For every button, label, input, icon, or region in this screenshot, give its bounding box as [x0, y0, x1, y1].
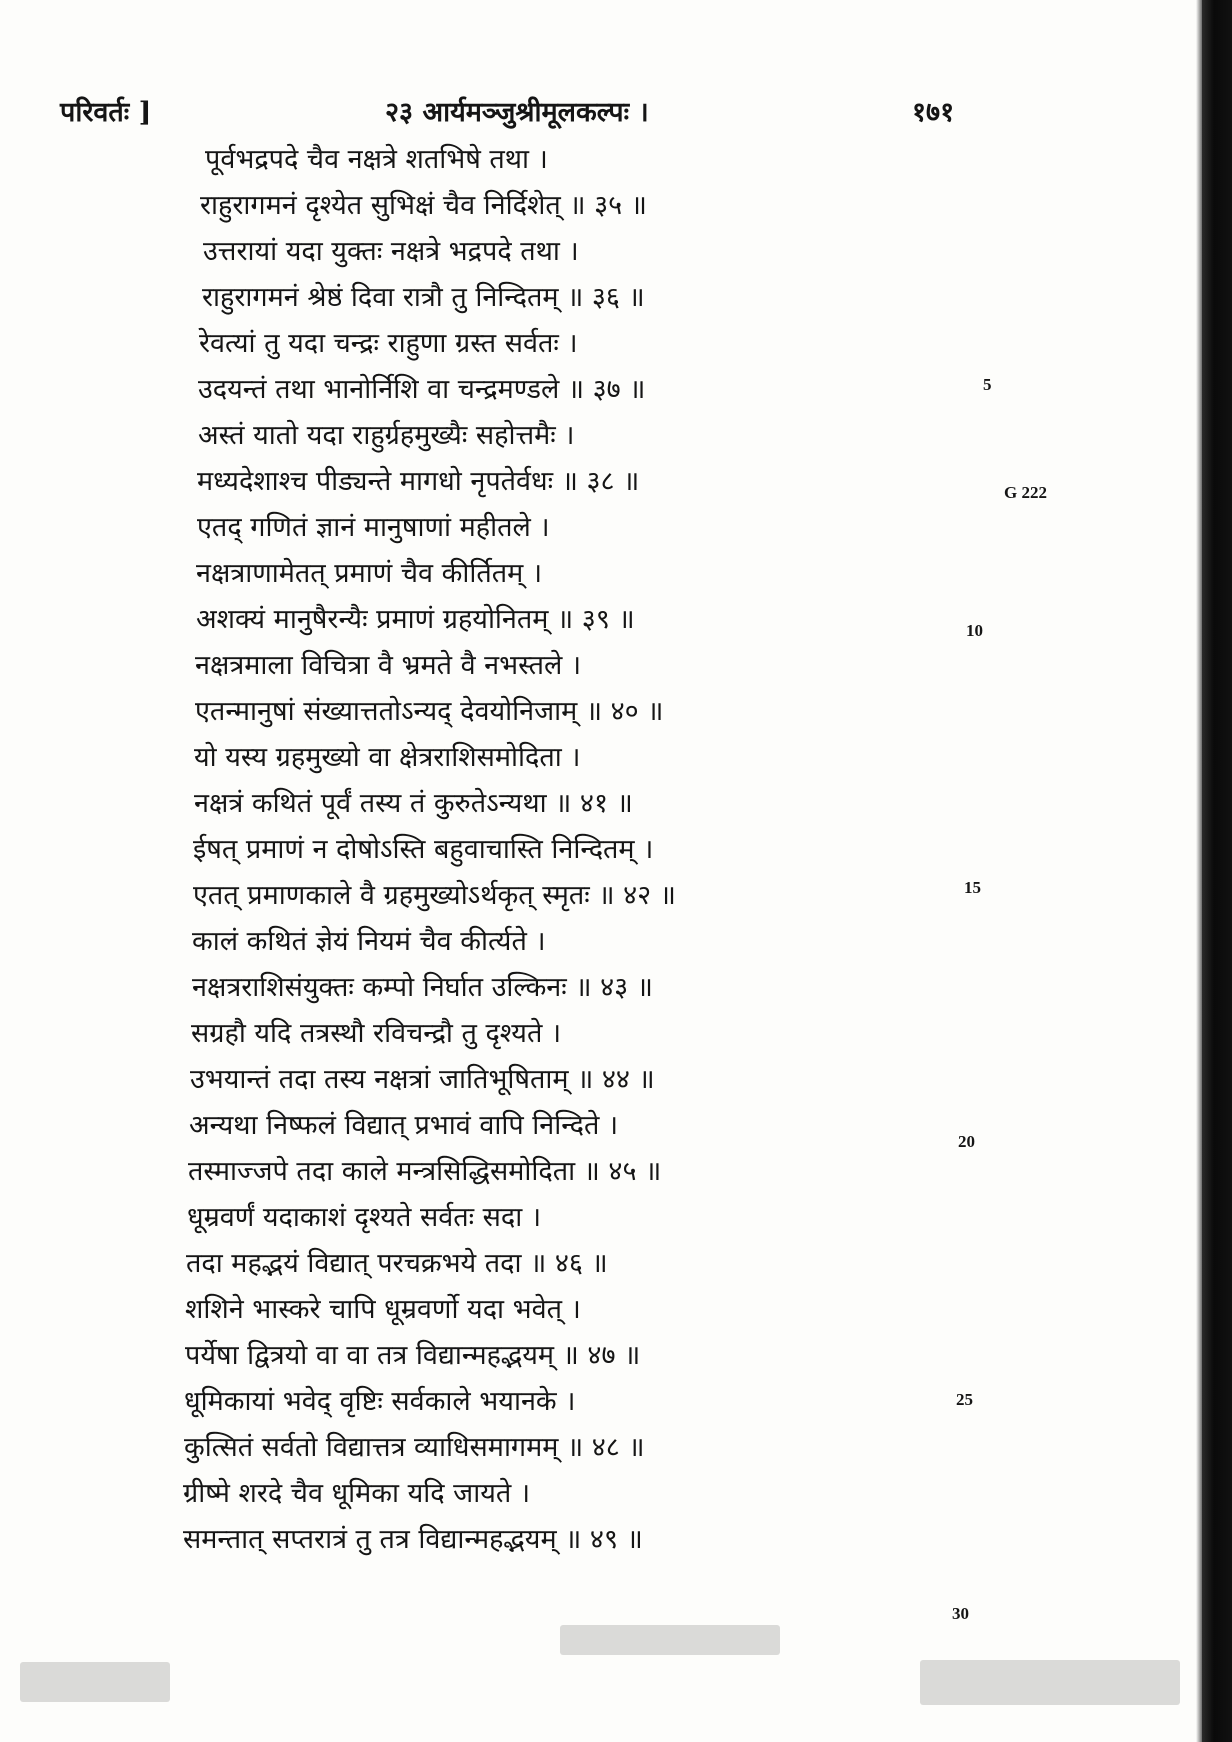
folio-reference: G 222: [1004, 483, 1047, 502]
verse-line: एतन्मानुषां संख्यात्ततोऽन्यद् देवयोनिजाम् ॥ ४० ॥: [195, 696, 664, 727]
page-number: १७१: [912, 97, 955, 128]
verse-line: यो यस्य ग्रहमुख्यो वा क्षेत्रराशिसमोदिता ।: [194, 742, 581, 773]
verse-line: नक्षत्रमाला विचित्रा वै भ्रमते वै नभस्तले ।: [195, 650, 582, 681]
verse-line: राहुरागमनं दृश्येत सुभिक्षं चैव निर्दिशेत् ॥ ३५ ॥: [200, 190, 647, 221]
verse-line: सग्रहौ यदि तत्रस्थौ रविचन्द्रौ तु दृश्यते ।: [191, 1018, 562, 1049]
chapter-label: परिवर्तः ]: [60, 97, 152, 128]
verse-line: उत्तरायां यदा युक्तः नक्षत्रे भद्रपदे तथा ।: [203, 236, 579, 267]
verse-line: ईषत् प्रमाणं न दोषोऽस्ति बहुवाचास्ति निन्दितम् ।: [193, 834, 654, 865]
verse-line: तस्माज्जपे तदा काले मन्त्रसिद्धिसमोदिता ॥ ४५ ॥: [188, 1156, 662, 1187]
verse-line: नक्षत्रराशिसंयुक्तः कम्पो निर्घात उल्किनः ॥ ४३ ॥: [192, 972, 653, 1003]
verse-line: समन्तात् सप्तरात्रं तु तत्र विद्यान्महद्भयम् ॥ ४९ ॥: [183, 1524, 643, 1555]
verse-line: ग्रीष्मे शरदे चैव धूमिका यदि जायते ।: [183, 1478, 531, 1509]
line-number-marker: 30: [952, 1604, 969, 1623]
verse-line: मध्यदेशाश्च पीड्यन्ते मागधो नृपतेर्वधः ॥ ३८ ॥: [197, 466, 640, 497]
verse-line: रेवत्यां तु यदा चन्द्रः राहुणा ग्रस्त सर्वतः ।: [199, 328, 578, 359]
verse-line: तदा महद्भयं विद्यात् परचक्रभये तदा ॥ ४६ ॥: [186, 1248, 608, 1279]
line-number-marker: 20: [958, 1132, 975, 1151]
verse-line: उदयन्तं तथा भानोर्निशि वा चन्द्रमण्डले ॥ ३७ ॥: [198, 374, 646, 405]
verse-line: पूर्वभद्रपदे चैव नक्षत्रे शतभिषे तथा ।: [205, 144, 548, 175]
line-number-marker: 10: [966, 621, 983, 640]
scan-noise: [560, 1625, 780, 1655]
verse-line: उभयान्तं तदा तस्य नक्षत्रां जातिभूषिताम् ॥ ४४ ॥: [190, 1064, 655, 1095]
verse-line: अन्यथा निष्फलं विद्यात् प्रभावं वापि निन्दिते ।: [189, 1110, 619, 1141]
verse-line: एतद् गणितं ज्ञानं मानुषाणां महीतले ।: [197, 512, 550, 543]
verse-line: पर्येषा द्वित्रयो वा वा तत्र विद्यान्महद्भयम् ॥ ४७ ॥: [185, 1340, 641, 1371]
verse-line: नक्षत्राणामेतत् प्रमाणं चैव कीर्तितम् ।: [196, 558, 543, 589]
verse-line: अस्तं यातो यदा राहुर्ग्रहमुख्यैः सहोत्तमैः ।: [198, 420, 575, 451]
verse-line: कुत्सितं सर्वतो विद्यात्तत्र व्याधिसमागमम् ॥ ४८ ॥: [184, 1432, 645, 1463]
line-number-marker: 5: [983, 375, 992, 394]
page-title: २३ आर्यमञ्जुश्रीमूलकल्पः ।: [385, 97, 649, 128]
scan-noise: [920, 1660, 1180, 1705]
verse-line: शशिने भास्करे चापि धूम्रवर्णो यदा भवेत् ।: [185, 1294, 581, 1325]
line-number-marker: 25: [956, 1390, 973, 1409]
scan-noise: [20, 1662, 170, 1702]
verse-line: एतत् प्रमाणकाले वै ग्रहमुख्योऽर्थकृत् स्मृतः ॥ ४२ ॥: [193, 880, 676, 911]
verse-line: धूम्रवर्णं यदाकाशं दृश्यते सर्वतः सदा ।: [187, 1202, 542, 1233]
verse-line: राहुरागमनं श्रेष्ठं दिवा रात्रौ तु निन्दितम् ॥ ३६ ॥: [202, 282, 645, 313]
verse-line: नक्षत्रं कथितं पूर्वं तस्य तं कुरुतेऽन्यथा ॥ ४१ ॥: [194, 788, 633, 819]
verse-line: कालं कथितं ज्ञेयं नियमं चैव कीर्त्यते ।: [192, 926, 546, 957]
verse-line: अशक्यं मानुषैरन्यैः प्रमाणं ग्रहयोनितम् ॥ ३९ ॥: [196, 604, 635, 635]
scan-edge-bar: [1202, 0, 1232, 1742]
verse-line: धूमिकायां भवेद् वृष्टिः सर्वकाले भयानके ।: [184, 1386, 576, 1417]
line-number-marker: 15: [964, 878, 981, 897]
